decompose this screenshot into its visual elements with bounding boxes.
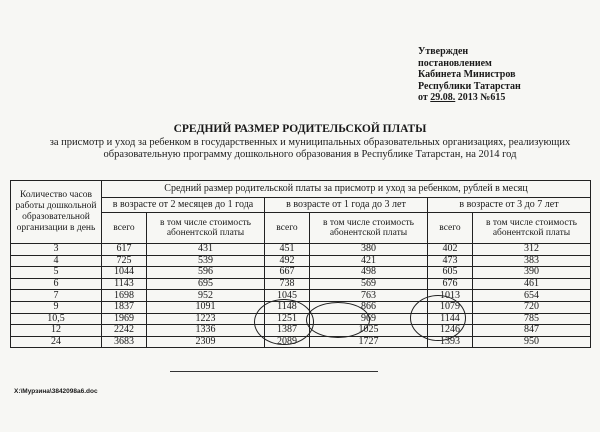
fee-cell: 1336 [147,325,265,337]
approval-line: Республики Татарстан [418,80,521,92]
fee-cell: 617 [102,244,147,256]
fee-cell: 720 [473,301,591,313]
table-row [11,255,591,267]
date-prefix: от [418,92,428,103]
fee-cell: 383 [473,255,591,267]
fee-cell: 421 [310,255,428,267]
table-row [11,278,591,290]
fee-cell: 539 [147,255,265,267]
table-row [11,290,591,302]
fee-cell: 498 [310,267,428,279]
fee-cell: 596 [147,267,265,279]
col-all-header: всего [102,213,147,244]
approval-date: 29.08. [430,92,456,103]
fee-cell: 1393 [428,336,473,348]
pen-circle [410,295,466,341]
fee-cell: 380 [310,244,428,256]
fee-cell: 1045 [265,290,310,302]
fee-cell: 1143 [102,278,147,290]
fee-cell: 847 [473,325,591,337]
fee-cell: 676 [428,278,473,290]
fee-cell: 738 [265,278,310,290]
approval-block [418,46,521,104]
main-header: Средний размер родительской платы за присмотр и уход за ребенком, рублей в месяц [102,181,591,198]
fee-cell: 969 [310,313,428,325]
fee-cell: 431 [147,244,265,256]
fee-cell: 473 [428,255,473,267]
fee-cell: 1079 [428,301,473,313]
hours-cell: 12 [11,325,102,337]
table-row [11,244,591,256]
age-group-header: в возрасте от 1 года до 3 лет [265,198,428,213]
fee-cell: 725 [102,255,147,267]
fee-cell: 1837 [102,301,147,313]
approval-year-number: 2013 №615 [457,92,506,103]
fee-cell: 605 [428,267,473,279]
hours-cell: 4 [11,255,102,267]
approval-line: постановлением [418,57,492,69]
fee-cell: 492 [265,255,310,267]
fee-cell: 312 [473,244,591,256]
fee-cell: 1091 [147,301,265,313]
fee-cell: 866 [310,301,428,313]
hours-cell: 10,5 [11,313,102,325]
fee-cell: 461 [473,278,591,290]
fee-cell: 1251 [265,313,310,325]
pen-circle [254,299,314,345]
hours-cell: 6 [11,278,102,290]
fee-cell: 1246 [428,325,473,337]
fee-cell: 1698 [102,290,147,302]
hours-cell: 3 [11,244,102,256]
file-path-footer: X:\Мурзина\3842098a6.doc [14,388,98,395]
fee-cell: 402 [428,244,473,256]
approval-date-line [418,92,521,104]
fee-cell: 1013 [428,290,473,302]
col-incl-header: в том числе стоимость абонентской платы [473,213,591,244]
fee-cell: 763 [310,290,428,302]
fee-cell: 2089 [265,336,310,348]
hours-header: Количество часов работы дошкольной образовательной организации в день [11,181,102,244]
col-all-header: всего [265,213,310,244]
hours-cell: 9 [11,301,102,313]
fee-cell: 654 [473,290,591,302]
fee-cell: 390 [473,267,591,279]
fee-cell: 451 [265,244,310,256]
fee-cell: 695 [147,278,265,290]
fee-cell: 1044 [102,267,147,279]
fee-cell: 785 [473,313,591,325]
fee-cell: 1727 [310,336,428,348]
hours-cell: 24 [11,336,102,348]
age-group-header: в возрасте от 2 месяцев до 1 года [102,198,265,213]
fee-cell: 667 [265,267,310,279]
age-group-header: в возрасте от 3 до 7 лет [428,198,591,213]
hours-cell: 5 [11,267,102,279]
approval-line: Кабинета Министров [418,69,516,80]
fee-cell: 1148 [265,301,310,313]
col-incl-header: в том числе стоимость абонентской платы [310,213,428,244]
approval-line: Утвержден [418,46,469,57]
document-title: СРЕДНИЙ РАЗМЕР РОДИТЕЛЬСКОЙ ПЛАТЫ [173,123,427,135]
table-row [11,267,591,279]
pen-circle [306,302,370,338]
fee-cell: 2309 [147,336,265,348]
fee-cell: 950 [473,336,591,348]
hours-cell: 7 [11,290,102,302]
document-subtitle: за присмотр и уход за ребенком в государственных и муниципальных образовательных организациях, реализующих образовательную программу дошкольного образования в Республике Татарстан, на 2014 год [49,137,571,160]
fee-cell: 1025 [310,325,428,337]
fee-cell: 3683 [102,336,147,348]
fee-cell: 1969 [102,313,147,325]
col-incl-header: в том числе стоимость абонентской платы [147,213,265,244]
signature-line [170,371,378,372]
fee-cell: 1387 [265,325,310,337]
fee-cell: 2242 [102,325,147,337]
col-all-header: всего [428,213,473,244]
fee-cell: 1223 [147,313,265,325]
fee-cell: 1144 [428,313,473,325]
fee-cell: 952 [147,290,265,302]
fee-cell: 569 [310,278,428,290]
